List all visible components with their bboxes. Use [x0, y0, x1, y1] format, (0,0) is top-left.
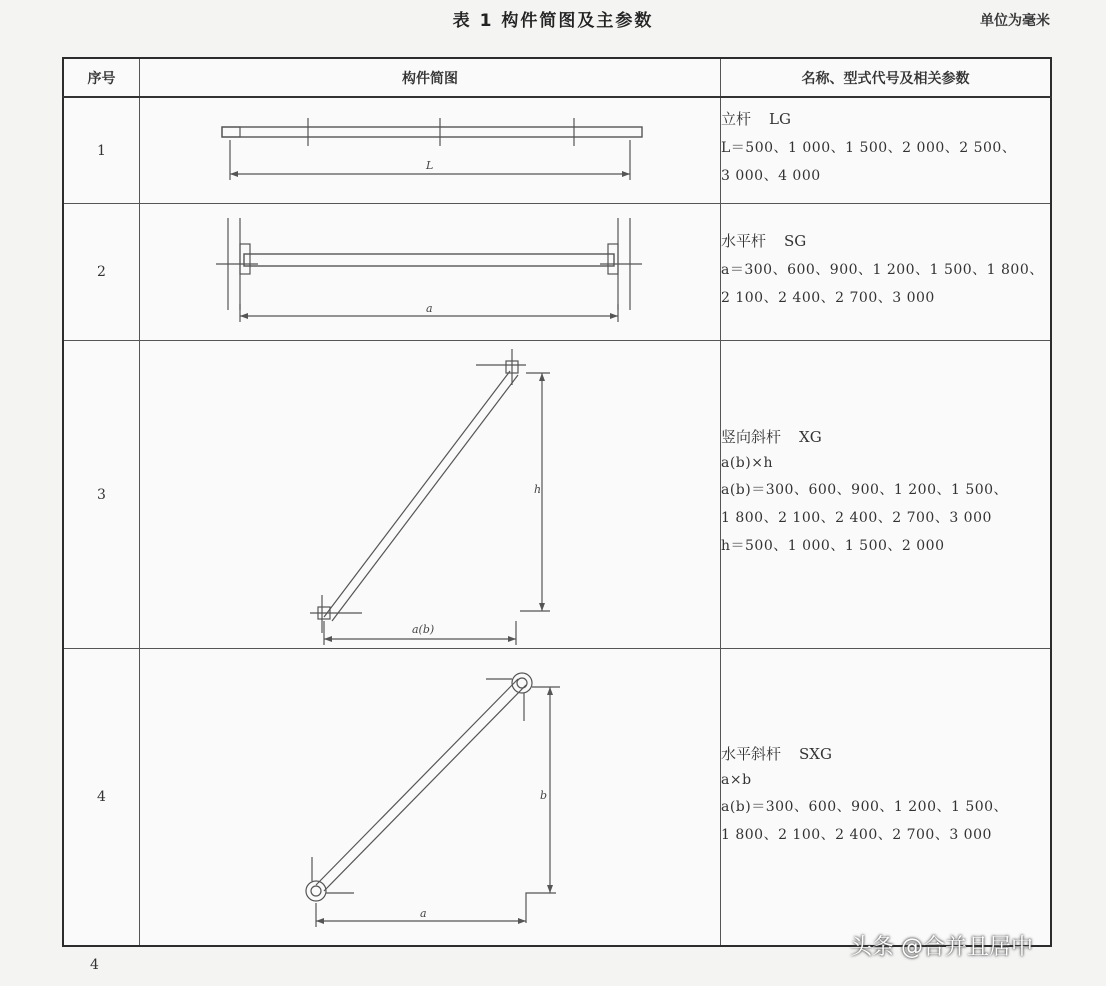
- component-code: SXG: [799, 744, 832, 763]
- table-row: [63, 341, 1051, 649]
- table-row: [63, 204, 1051, 341]
- param-line: 1 800、2 100、2 400、2 700、3 000: [721, 510, 992, 526]
- figure-horizontal-bar: [140, 204, 721, 341]
- row-seq: 3: [63, 341, 140, 649]
- table-row: [63, 97, 1051, 204]
- param-line: a(b)＝300、600、900、1 200、1 500、: [721, 482, 1009, 498]
- dim-label-a: a: [426, 302, 433, 315]
- header-params: 名称、型式代号及相关参数: [721, 58, 1052, 97]
- row-params: [721, 97, 1052, 204]
- table-header-row: [63, 58, 1051, 97]
- unit-note: 单位为毫米: [980, 13, 1050, 29]
- param-line: L＝500、1 000、1 500、2 000、2 500、: [721, 140, 1017, 156]
- row-params: [721, 649, 1052, 947]
- component-name-text: 水平斜杆: [721, 744, 782, 763]
- table-row: [63, 649, 1051, 947]
- watermark: 头条 @合并且居中: [850, 935, 1033, 960]
- figure-vertical-pole: [140, 97, 721, 204]
- param-line: 3 000、4 000: [721, 168, 821, 184]
- component-code: SG: [784, 231, 807, 250]
- header-figure: 构件简图: [140, 58, 721, 97]
- component-name-text: 立杆: [721, 110, 752, 128]
- param-line: h＝500、1 000、1 500、2 000: [721, 538, 945, 554]
- param-line: a×b: [721, 771, 752, 788]
- vertical-pole-drawing: [140, 98, 720, 203]
- row-params: [721, 204, 1052, 341]
- param-line: 1 800、2 100、2 400、2 700、3 000: [721, 826, 992, 843]
- param-line: a(b)＝300、600、900、1 200、1 500、: [721, 798, 1009, 815]
- component-code: XG: [799, 428, 822, 446]
- dim-label-a2: a: [420, 907, 427, 920]
- row-seq: 1: [63, 97, 140, 204]
- figure-horizontal-diagonal: [140, 649, 721, 947]
- dim-label-h: h: [534, 483, 542, 496]
- component-name: [721, 743, 1050, 764]
- param-line: a＝300、600、900、1 200、1 500、1 800、: [721, 261, 1044, 278]
- component-code: LG: [769, 110, 791, 128]
- page-number: 4: [90, 957, 99, 973]
- component-name-text: 水平杆: [721, 231, 767, 250]
- row-seq: 2: [63, 204, 140, 341]
- vertical-diagonal-drawing: [140, 341, 720, 648]
- component-table: [62, 57, 1052, 947]
- header-seq: 序号: [63, 58, 140, 97]
- table-title: 表 1 构件简图及主参数: [452, 11, 654, 31]
- component-name: [721, 230, 1050, 251]
- row-params: [721, 341, 1052, 649]
- row-seq: 4: [63, 649, 140, 947]
- figure-vertical-diagonal: [140, 341, 721, 649]
- horizontal-bar-drawing: [140, 204, 720, 340]
- horizontal-diagonal-drawing: [140, 649, 720, 945]
- dim-label-l: L: [426, 159, 434, 172]
- param-line: 2 100、2 400、2 700、3 000: [721, 289, 935, 306]
- dim-label-ab: a(b): [412, 623, 435, 636]
- component-name-text: 竖向斜杆: [721, 428, 782, 446]
- component-name: [721, 108, 1050, 129]
- param-line: a(b)×h: [721, 455, 773, 471]
- component-name: [721, 426, 1050, 447]
- dim-label-b: b: [540, 789, 548, 802]
